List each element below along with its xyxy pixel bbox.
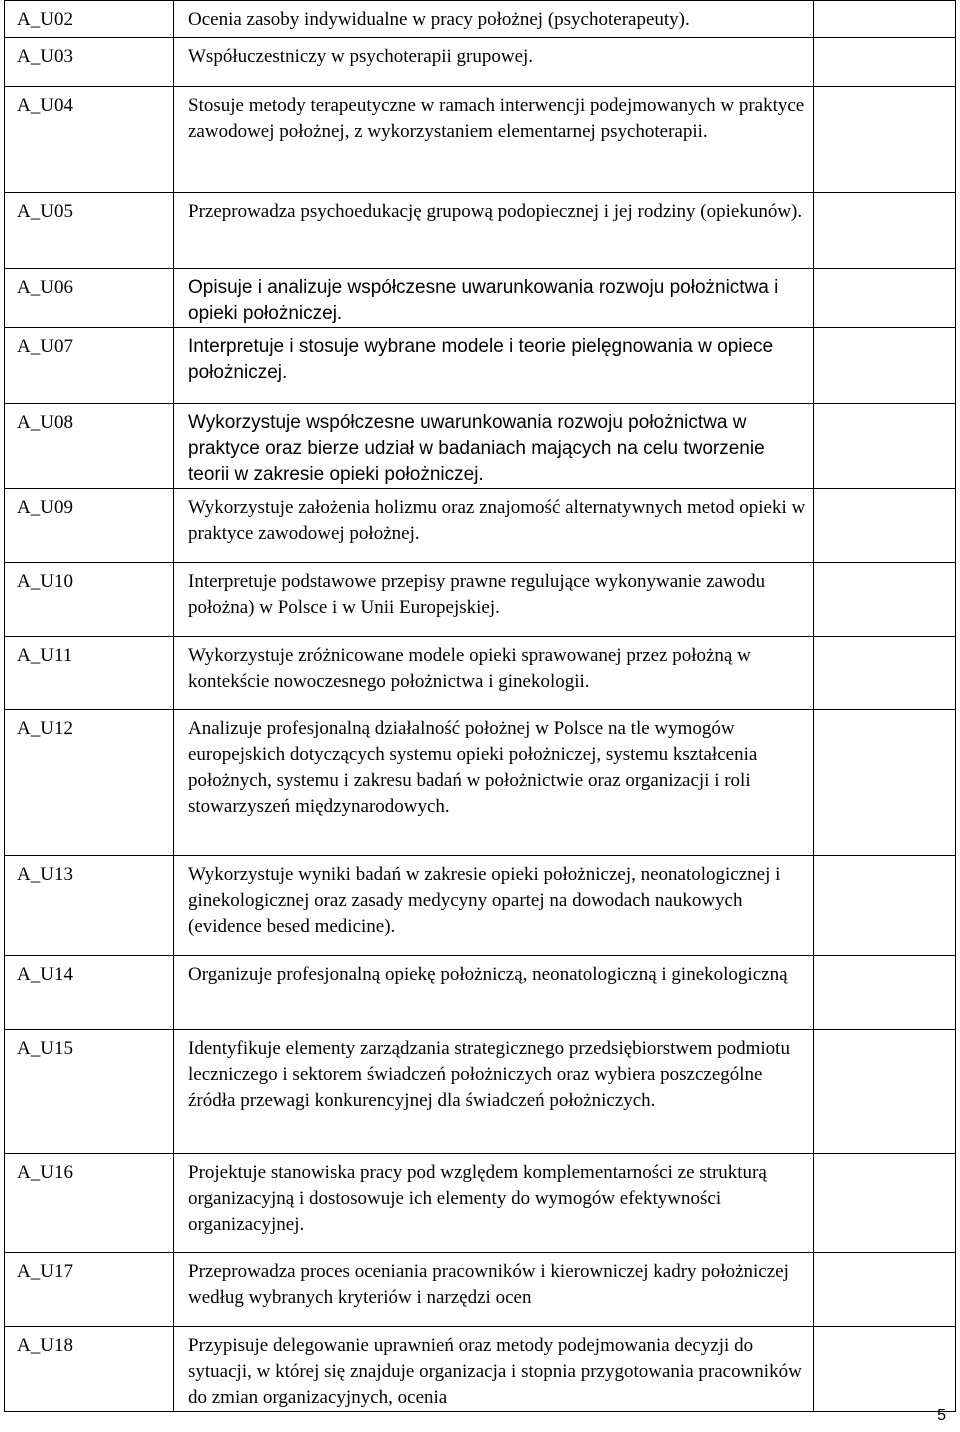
blank-cell: [814, 87, 956, 193]
outcome-description: Stosuje metody terapeutyczne w ramach interwencji podejmowanych w praktyce zawodowej położnej, z wykorzystaniem elementarnej psychoterapii.: [174, 87, 814, 193]
outcome-description: Identyfikuje elementy zarządzania strategicznego przedsiębiorstwem podmiotu leczniczego i sektorem świadczeń położniczych oraz wybiera poszczególne źródła przewagi konkurencyjnej dla świadczeń położniczych.: [174, 1030, 814, 1154]
blank-cell: [814, 956, 956, 1030]
blank-cell: [814, 1253, 956, 1327]
outcome-description: Projektuje stanowiska pracy pod względem komplementarności ze strukturą organizacyjną i dostosowuje ich elementy do wymogów efektywności organizacyjnej.: [174, 1154, 814, 1253]
outcome-description: Przeprowadza psychoedukację grupową podopiecznej i jej rodziny (opiekunów).: [174, 193, 814, 269]
outcome-code: A_U14: [5, 956, 174, 1030]
blank-cell: [814, 637, 956, 710]
outcome-description: Współuczestniczy w psychoterapii grupowej.: [174, 38, 814, 87]
outcome-code: A_U04: [5, 87, 174, 193]
table-row: [5, 193, 956, 269]
outcome-code: A_U18: [5, 1327, 174, 1412]
table-row: [5, 328, 956, 404]
outcome-description: Organizuje profesjonalną opiekę położniczą, neonatologiczną i ginekologiczną: [174, 956, 814, 1030]
outcome-code: A_U09: [5, 489, 174, 563]
table-row: [5, 1154, 956, 1253]
blank-cell: [814, 1, 956, 38]
outcome-code: A_U03: [5, 38, 174, 87]
outcome-description: Interpretuje podstawowe przepisy prawne regulujące wykonywanie zawodu położna) w Polsce i w Unii Europejskiej.: [174, 563, 814, 637]
table-row: [5, 856, 956, 956]
outcome-code: A_U02: [5, 1, 174, 38]
outcome-code: A_U17: [5, 1253, 174, 1327]
table-row: [5, 563, 956, 637]
outcome-code: A_U12: [5, 710, 174, 856]
outcome-description: Wykorzystuje założenia holizmu oraz znajomość alternatywnych metod opieki w praktyce zawodowej położnej.: [174, 489, 814, 563]
table-row: [5, 38, 956, 87]
table-row: [5, 1, 956, 38]
table-row: [5, 956, 956, 1030]
blank-cell: [814, 404, 956, 489]
blank-cell: [814, 563, 956, 637]
outcome-code: A_U10: [5, 563, 174, 637]
blank-cell: [814, 489, 956, 563]
blank-cell: [814, 193, 956, 269]
blank-cell: [814, 1030, 956, 1154]
outcome-description: Przeprowadza proces oceniania pracowników i kierowniczej kadry położniczej według wybranych kryteriów i narzędzi ocen: [174, 1253, 814, 1327]
outcome-code: A_U08: [5, 404, 174, 489]
outcome-description: Przypisuje delegowanie uprawnień oraz metody podejmowania decyzji do sytuacji, w której się znajduje organizacja i stopnia przygotowania pracowników do zmian organizacyjnych, ocenia: [174, 1327, 814, 1412]
outcome-code: A_U11: [5, 637, 174, 710]
blank-cell: [814, 856, 956, 956]
table-row: [5, 489, 956, 563]
blank-cell: [814, 710, 956, 856]
outcome-code: A_U06: [5, 269, 174, 328]
outcome-description: Ocenia zasoby indywidualne w pracy położnej (psychoterapeuty).: [174, 1, 814, 38]
table-row: [5, 710, 956, 856]
outcome-description: Interpretuje i stosuje wybrane modele i teorie pielęgnowania w opiece położniczej.: [174, 328, 814, 404]
outcome-code: A_U05: [5, 193, 174, 269]
outcome-description: Wykorzystuje współczesne uwarunkowania rozwoju położnictwa w praktyce oraz bierze udział w badaniach mających na celu tworzenie teorii w zakresie opieki położniczej.: [174, 404, 814, 489]
table-row: [5, 1030, 956, 1154]
outcome-description: Analizuje profesjonalną działalność położnej w Polsce na tle wymogów europejskich dotyczących systemu opieki położniczej, systemu kształcenia położnych, systemu i zakresu badań w położnictwie oraz organizacji i roli stowarzyszeń międzynarodowych.: [174, 710, 814, 856]
outcome-description: Opisuje i analizuje współczesne uwarunkowania rozwoju położnictwa i opieki położniczej.: [174, 269, 814, 328]
outcome-code: A_U07: [5, 328, 174, 404]
learning-outcomes-table: [4, 0, 956, 1412]
table-row: [5, 1253, 956, 1327]
table-row: [5, 637, 956, 710]
outcome-code: A_U15: [5, 1030, 174, 1154]
blank-cell: [814, 38, 956, 87]
outcome-description: Wykorzystuje zróżnicowane modele opieki sprawowanej przez położną w kontekście nowoczesnego położnictwa i ginekologii.: [174, 637, 814, 710]
outcome-code: A_U16: [5, 1154, 174, 1253]
table-row: [5, 87, 956, 193]
page-number: 5: [937, 1407, 946, 1424]
table-row: [5, 1327, 956, 1412]
table-row: [5, 269, 956, 328]
blank-cell: [814, 1154, 956, 1253]
blank-cell: [814, 328, 956, 404]
blank-cell: [814, 269, 956, 328]
outcome-description: Wykorzystuje wyniki badań w zakresie opieki położniczej, neonatologicznej i ginekologicznej oraz zasady medycyny opartej na dowodach naukowych (evidence besed medicine).: [174, 856, 814, 956]
table-row: [5, 404, 956, 489]
blank-cell: [814, 1327, 956, 1412]
outcome-code: A_U13: [5, 856, 174, 956]
